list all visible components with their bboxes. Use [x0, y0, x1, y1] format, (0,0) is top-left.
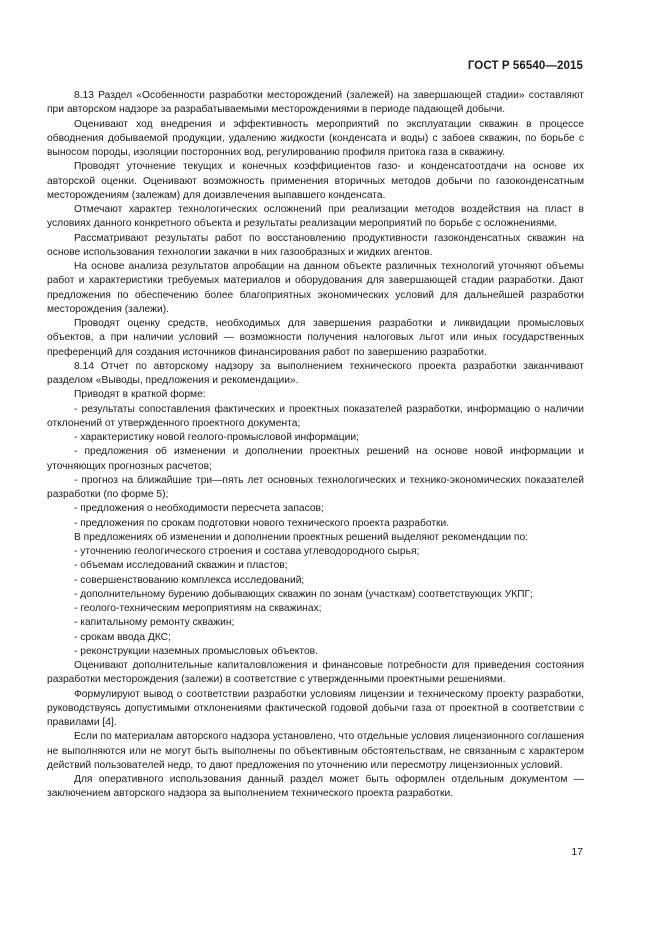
- list-item: - предложения об изменении и дополнении проектных решений на основе новой информации и уточняющих прогнозных расчетов;: [47, 446, 584, 472]
- paragraph: На основе анализа результатов апробации на данном объекте различных технологий уточняют объемы работ и характеристики требуемых материалов и оборудования для завершающей стадии разработки. Дают предложения по обеспечению более благоприятных экономических условий для дальнейшей разработки месторождения (залежи).: [47, 261, 584, 315]
- list-item: - реконструкции наземных промысловых объектов.: [74, 645, 318, 657]
- paragraph: 8.13 Раздел «Особенности разработки месторождений (залежей) на завершающей стадии» составляют при авторском надзоре за разрабатываемыми месторождениями в периоде падающей добычи.: [47, 90, 584, 116]
- list-item: - срокам ввода ДКС;: [74, 631, 171, 643]
- paragraph: Отмечают характер технологических осложнений при реализации методов воздействия на пласт в условиях данного конкретного объекта и результаты реализации мероприятий по борьбе с осложнениями.: [47, 204, 584, 230]
- list-item: - капитальному ремонту скважин;: [74, 617, 235, 629]
- document-code-header: ГОСТ Р 56540—2015: [467, 60, 583, 72]
- list-item: - предложения о необходимости пересчета запасов;: [74, 503, 324, 515]
- page-number: 17: [571, 846, 583, 858]
- paragraph: Оценивают ход внедрения и эффективность мероприятий по эксплуатации скважин в процессе обводнения добываемой продукции, удалению жидкости (конденсата и воды) с забоев скважин, по борьбе с выносом породы, изоляции посторонних вод, регулированию профиля притока газа в скважину.: [47, 118, 584, 158]
- paragraph: В предложениях об изменении и дополнении проектных решений выделяют рекомендации по:: [74, 531, 529, 543]
- list-item: - характеристику новой геолого-промысловой информации;: [74, 432, 359, 443]
- list-item: - геолого-техническим мероприятиям на скважинах;: [74, 603, 322, 614]
- paragraph: Если по материалам авторского надзора установлено, что отдельные условия лицензионного соглашения не выполняются или не могут быть выполнены по объективным обстоятельствам, не связанным с характером действий пользователей недр, то дают предложения по уточнению или пересмотру лицензионных условий.: [47, 731, 584, 771]
- list-item: - предложения по срокам подготовки нового технического проекта разработки.: [74, 517, 450, 529]
- paragraph: Формулируют вывод о соответствии разработки условиям лицензии и техническому проекту разработки, руководствуясь допустимыми отклонениями фактической годовой добычи газа от проектной в соответствии с правилами [4].: [47, 688, 584, 728]
- list-item: - объемам исследований скважин и пластов;: [74, 560, 288, 572]
- paragraph: Оценивают дополнительные капиталовложения и финансовые потребности для приведения состояния разработки месторождения (залежи) в соответствие с утвержденными проектными решениями.: [47, 660, 584, 686]
- list-item: - прогноз на ближайшие три—пять лет основных технологических и технико-экономических показателей разработки (по форме 5);: [47, 474, 584, 500]
- list-item: - совершенствованию комплекса исследований;: [74, 574, 305, 586]
- paragraph: Проводят уточнение текущих и конечных коэффициентов газо- и конденсатоотдачи на основе их авторской оценки. Оценивают возможность применения вторичных методов добычи по газоконденсатным месторождениям (залежам) для доизвлечения выпавшего конденсата.: [47, 161, 584, 201]
- paragraph: Рассматривают результаты работ по восстановлению продуктивности газоконденсатных скважин на основе использования технологии закачки в них газообразных и жидких агентов.: [47, 232, 584, 258]
- paragraph: Проводят оценку средств, необходимых для завершения разработки и ликвидации промысловых объектов, а при наличии условий — возможности получения налоговых льгот или иных государственных преференций для создания источников финансирования работ по завершению разработки.: [47, 318, 584, 358]
- paragraph: Для оперативного использования данный раздел может быть оформлен отдельным документом — заключением авторского надзора за выполнением технического проекта разработки.: [47, 774, 584, 800]
- list-item: - уточнению геологического строения и состава углеводородного сырья;: [74, 546, 420, 557]
- paragraph: Приводят в краткой форме:: [74, 389, 206, 401]
- list-item: - дополнительному бурению добывающих скважин по зонам (участкам) соответствующих УКПГ;: [74, 588, 533, 600]
- document-body: [47, 89, 584, 802]
- list-item: - результаты сопоставления фактических и проектных показателей разработки, информацию о наличии отклонений от утвержденного проектного документа;: [47, 403, 584, 429]
- paragraph: 8.14 Отчет по авторскому надзору за выполнением технического проекта разработки заканчивают разделом «Выводы, предложения и рекомендации».: [47, 360, 584, 386]
